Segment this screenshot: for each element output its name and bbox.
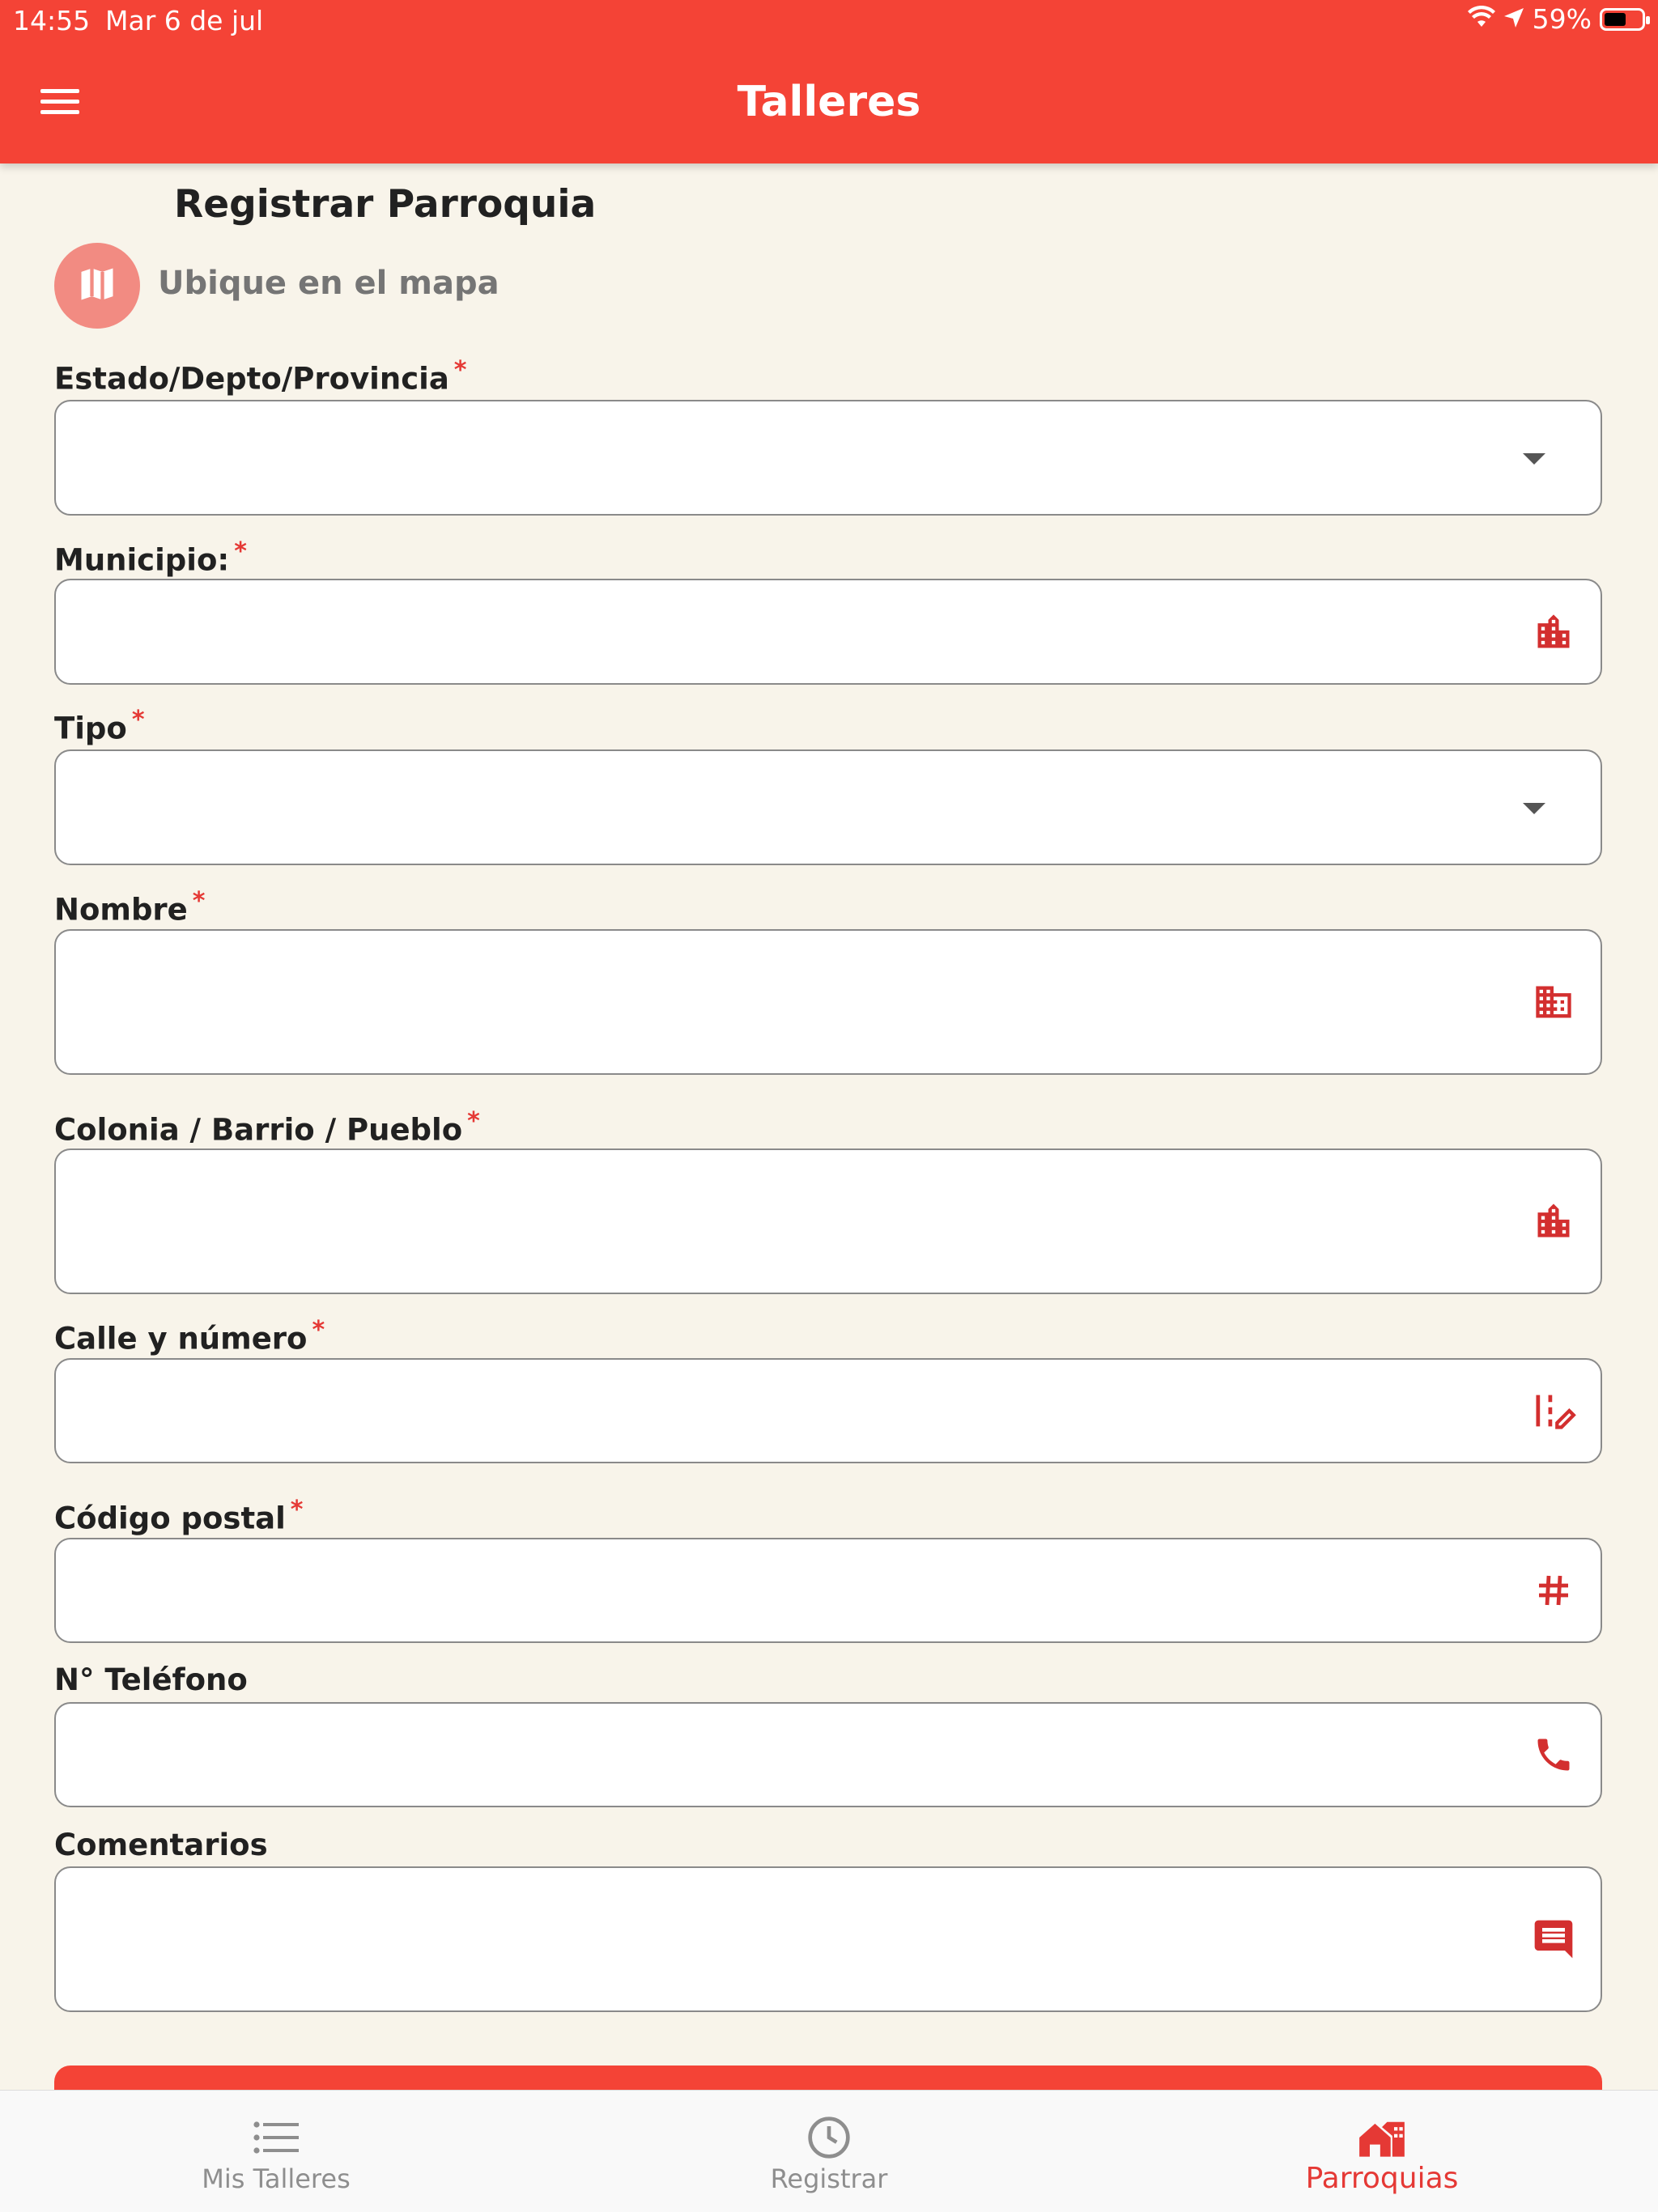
estado-label xyxy=(54,356,467,396)
tab-mis-talleres[interactable] xyxy=(0,2091,552,2212)
calle-label xyxy=(54,1316,325,1356)
municipio-label xyxy=(54,537,247,577)
wifi-icon xyxy=(1468,3,1495,35)
codigo-postal-label xyxy=(54,1496,304,1535)
battery-percent: 59% xyxy=(1532,3,1592,35)
city-icon xyxy=(1531,1199,1576,1244)
telefono-field[interactable] xyxy=(54,1702,1602,1807)
telefono-label xyxy=(54,1662,248,1697)
status-time: 14:55 xyxy=(13,5,91,36)
business-icon xyxy=(1531,979,1576,1025)
comentarios-label-text: Comentarios xyxy=(54,1828,268,1862)
battery-icon xyxy=(1600,8,1645,31)
map-button[interactable] xyxy=(54,243,140,329)
tab-parroquias[interactable] xyxy=(1106,2091,1658,2212)
tipo-input[interactable] xyxy=(75,751,1495,864)
estado-input[interactable] xyxy=(75,401,1495,514)
nombre-label-text: Nombre xyxy=(54,892,188,928)
bottom-tab-bar xyxy=(0,2090,1658,2212)
tipo-label xyxy=(54,706,145,745)
colonia-field[interactable] xyxy=(54,1148,1602,1294)
calle-label-text: Calle y número xyxy=(54,1321,308,1356)
clock-icon xyxy=(805,2113,853,2162)
tab-registrar[interactable] xyxy=(553,2091,1105,2212)
required-mark: * xyxy=(131,706,145,734)
telefono-label-text: N° Teléfono xyxy=(54,1662,248,1697)
status-date: Mar 6 de jul xyxy=(105,5,264,36)
required-mark: * xyxy=(453,356,467,384)
calle-input[interactable] xyxy=(75,1360,1495,1462)
required-mark: * xyxy=(234,537,247,566)
nombre-input[interactable] xyxy=(75,931,1495,1073)
codigo-postal-field[interactable] xyxy=(54,1538,1602,1643)
municipio-label-text: Municipio: xyxy=(54,542,230,578)
phone-icon xyxy=(1531,1732,1576,1777)
list-icon xyxy=(252,2113,300,2162)
location-arrow-icon xyxy=(1503,3,1524,35)
city-icon xyxy=(1531,609,1576,655)
chevron-down-icon[interactable] xyxy=(1523,453,1545,465)
nombre-field[interactable] xyxy=(54,929,1602,1075)
required-mark: * xyxy=(290,1496,304,1524)
app-header xyxy=(0,0,1658,163)
page-title: Talleres xyxy=(737,78,921,126)
required-mark: * xyxy=(192,887,206,915)
nombre-label xyxy=(54,887,205,927)
comment-icon xyxy=(1531,1917,1576,1962)
tab-label: Mis Talleres xyxy=(202,2163,351,2194)
status-indicators xyxy=(1468,3,1645,35)
colonia-input[interactable] xyxy=(75,1150,1495,1293)
tipo-select[interactable] xyxy=(54,749,1602,865)
tipo-label-text: Tipo xyxy=(54,711,127,746)
required-mark: * xyxy=(467,1107,480,1136)
colonia-label-text: Colonia / Barrio / Pueblo xyxy=(54,1112,463,1148)
tab-label: Parroquias xyxy=(1305,2162,1459,2195)
comentarios-label xyxy=(54,1828,268,1862)
chevron-down-icon[interactable] xyxy=(1523,803,1545,814)
form-title: Registrar Parroquia xyxy=(174,182,597,227)
comentarios-input[interactable] xyxy=(75,1868,1495,2010)
battery-level xyxy=(1605,13,1626,26)
hashtag-icon xyxy=(1531,1568,1576,1613)
house-icon xyxy=(1358,2113,1406,2162)
telefono-input[interactable] xyxy=(75,1704,1495,1806)
codigo-postal-input[interactable] xyxy=(75,1539,1495,1641)
calle-field[interactable] xyxy=(54,1358,1602,1463)
estado-select[interactable] xyxy=(54,400,1602,516)
tab-label: Registrar xyxy=(770,2163,888,2194)
municipio-field[interactable] xyxy=(54,579,1602,685)
colonia-label xyxy=(54,1107,480,1147)
estado-label-text: Estado/Depto/Provincia xyxy=(54,361,449,397)
codigo-postal-label-text: Código postal xyxy=(54,1501,286,1536)
municipio-input[interactable] xyxy=(75,580,1495,683)
map-label[interactable]: Ubique en el mapa xyxy=(158,265,500,302)
required-mark: * xyxy=(312,1316,325,1344)
comentarios-field[interactable] xyxy=(54,1866,1602,2012)
edit-road-icon xyxy=(1531,1388,1576,1433)
map-icon xyxy=(76,263,118,308)
